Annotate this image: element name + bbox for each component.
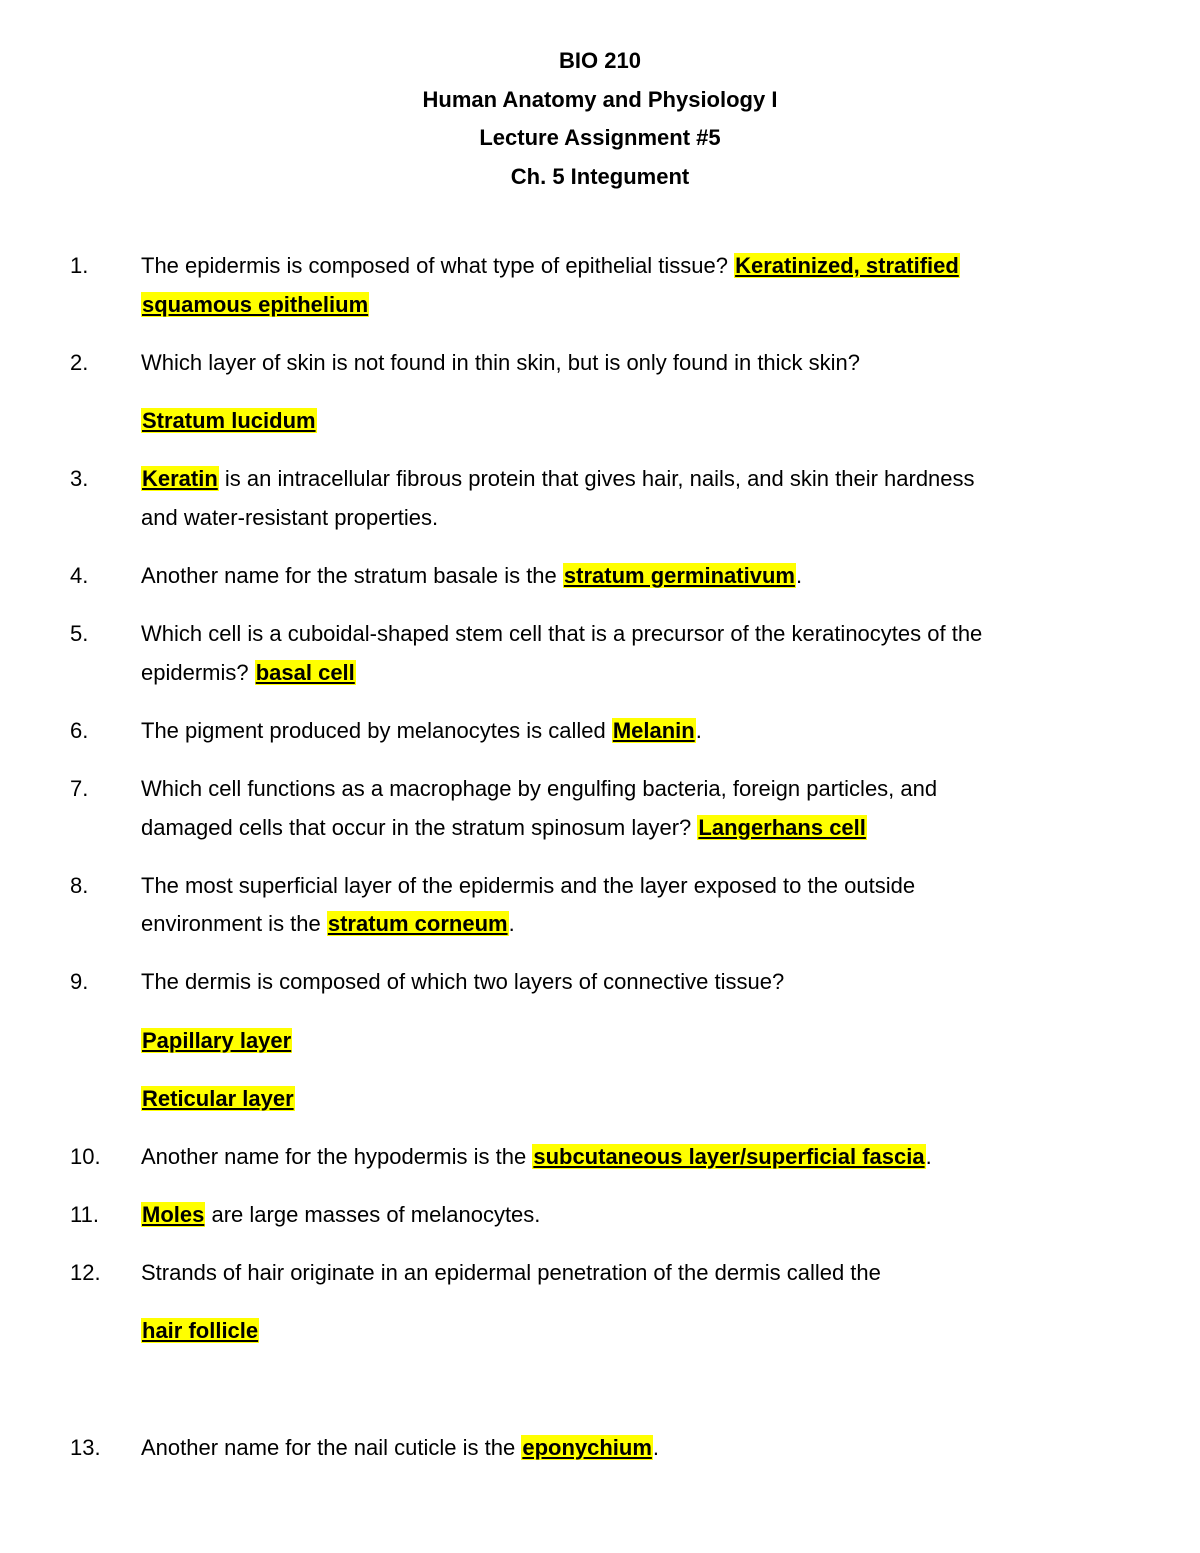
question-text: Strands of hair originate in an epidermal penetration of the dermis called the — [141, 1260, 881, 1285]
question-text: is an intracellular fibrous protein that gives hair, nails, and skin their hardness — [218, 466, 975, 491]
question-text: The dermis is composed of which two layers of connective tissue? — [141, 969, 785, 994]
answer-highlight: Papillary layer — [142, 1028, 292, 1053]
punctuation: . — [508, 911, 515, 936]
punctuation: . — [925, 1144, 932, 1169]
question-number: 3. — [70, 466, 89, 491]
chapter-title: Ch. 5 Integument — [510, 163, 690, 189]
answer-highlight: Keratin — [142, 466, 218, 491]
question-text: and water-resistant properties. — [141, 505, 439, 530]
document-header — [0, 42, 1200, 196]
question-number: 7. — [70, 776, 89, 801]
question-number: 1. — [70, 253, 89, 278]
punctuation: . — [695, 718, 702, 743]
question-number: 8. — [70, 873, 89, 898]
question-text: are large masses of melanocytes. — [205, 1202, 541, 1227]
question-text: Which layer of skin is not found in thin skin, but is only found in thick skin? — [141, 350, 861, 375]
answer-highlight: stratum germinativum — [563, 563, 795, 588]
question-text: damaged cells that occur in the stratum spinosum layer? — [141, 815, 698, 840]
answer-highlight: stratum corneum — [327, 911, 508, 936]
question-text: The epidermis is composed of what type of epithelial tissue? — [141, 253, 735, 278]
punctuation: . — [652, 1435, 660, 1460]
punctuation: . — [795, 563, 803, 588]
course-title: Human Anatomy and Physiology I — [422, 86, 778, 112]
question-number: 6. — [70, 718, 89, 743]
answer-highlight: Melanin — [612, 718, 695, 743]
question-text: environment is the — [141, 911, 327, 936]
question-number: 4. — [70, 563, 89, 588]
question-number: 9. — [70, 969, 89, 994]
question-text: Another name for the nail cuticle is the — [141, 1435, 522, 1460]
answer-highlight: Moles — [142, 1202, 205, 1227]
question-number: 11. — [70, 1202, 99, 1227]
question-number: 5. — [70, 621, 89, 646]
question-text: The pigment produced by melanocytes is called — [141, 718, 612, 743]
question-text: Another name for the stratum basale is the — [141, 563, 563, 588]
question-text: The most superficial layer of the epidermis and the layer exposed to the outside — [141, 873, 916, 898]
question-text: Which cell is a cuboidal-shaped stem cell that is a precursor of the keratinocytes of the — [141, 621, 983, 646]
question-number: 12. — [70, 1260, 101, 1285]
question-number: 10. — [70, 1144, 101, 1169]
answer-highlight: Reticular layer — [142, 1086, 294, 1111]
answer-highlight: eponychium — [522, 1435, 652, 1460]
answer-highlight: subcutaneous layer/superficial fascia — [533, 1144, 925, 1169]
question-text: Another name for the hypodermis is the — [141, 1144, 533, 1169]
answer-highlight: hair follicle — [142, 1318, 259, 1343]
question-text: Which cell functions as a macrophage by engulfing bacteria, foreign particles, and — [141, 776, 938, 801]
course-code: BIO 210 — [559, 48, 641, 73]
question-number: 13. — [70, 1435, 101, 1460]
answer-highlight: basal cell — [255, 660, 355, 685]
answer-highlight: Langerhans cell — [698, 815, 866, 840]
answer-highlight: squamous epithelium — [142, 292, 369, 317]
question-text: epidermis? — [141, 660, 255, 685]
question-number: 2. — [70, 350, 89, 375]
answer-highlight: Stratum lucidum — [142, 408, 316, 433]
answer-highlight: Keratinized, stratified — [735, 253, 959, 278]
assignment-title: Lecture Assignment #5 — [479, 125, 721, 150]
